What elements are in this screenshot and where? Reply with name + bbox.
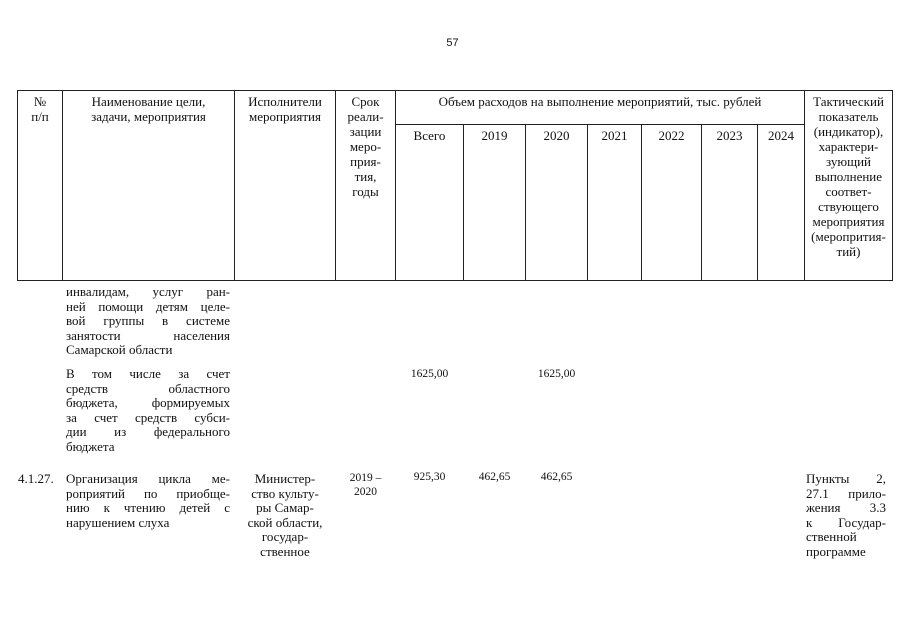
row-event-2019: 462,65 <box>478 471 511 483</box>
header-term: Срок реали- зации меро- прия- тия, годы <box>347 94 384 199</box>
row-event-total: 925,30 <box>413 471 446 483</box>
row-event-name: Организация цикла ме- роприятий по приобще- нию к чтению детей с нарушением слуха <box>66 471 230 530</box>
header-2022: 2022 <box>658 128 685 143</box>
row-number: 4.1.27. <box>18 471 54 486</box>
header-name: Наименование цели, задачи, мероприятия <box>91 94 206 124</box>
row-budget-name: В том числе за счет средств областного бюджета, формируемых за счет средств субси- дии из федерального бюджета <box>66 366 230 454</box>
row-continuation-name: инвалидам, услуг ран- ней помощи детям целе- вой группы в системе занятости населения Самарской области <box>66 284 230 358</box>
row-event-2020: 462,65 <box>540 471 573 483</box>
page-number: 57 <box>446 37 459 49</box>
header-2023: 2023 <box>716 128 743 143</box>
header-indicator: Тактический показатель (индикатор), характери- зующий выполнение соответ- ствующего мероприятия (меропрития- тий) <box>811 94 886 259</box>
header-2020: 2020 <box>543 128 570 143</box>
header-num: № п/п <box>31 94 49 124</box>
header-2019: 2019 <box>481 128 508 143</box>
row-budget-total: 1625,00 <box>410 368 449 380</box>
row-budget-2020: 1625,00 <box>537 368 576 380</box>
row-event-indicator: Пункты 2, 27.1 прило- жения 3.3 к Государ- ственной программе <box>806 471 886 559</box>
header-expenses: Объем расходов на выполнение мероприятий, тыс. рублей <box>438 94 762 109</box>
header-2021: 2021 <box>601 128 628 143</box>
header-2024: 2024 <box>768 128 794 143</box>
header-executors: Исполнители мероприятия <box>248 94 322 124</box>
row-event-executors: Министер- ство культу- ры Самар- ской области, государ- ственное <box>247 471 323 559</box>
row-event-term: 2019 – 2020 <box>349 472 382 498</box>
header-total: Всего <box>413 128 446 143</box>
